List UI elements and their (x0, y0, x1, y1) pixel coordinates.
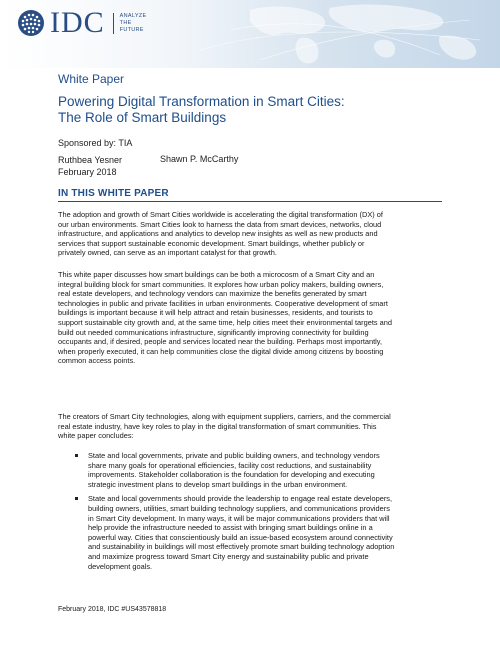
text-line: real estate developers, and technology vendors can maximize the benefits generated by smart (58, 289, 367, 299)
text-line: State and local governments should provide the leadership to engage real estate developers, (88, 494, 393, 504)
text-line: services that support sustainable economic development. Smart buildings, whether publicly or (58, 238, 365, 248)
text-line: privately owned, can serve as an important catalyst for that growth. (58, 248, 277, 258)
author-block (58, 154, 122, 178)
text-line: common access points. (58, 356, 136, 366)
title-line: Powering Digital Transformation in Smart Cities: (58, 94, 345, 109)
bullet-list (58, 451, 442, 576)
text-line: technologies in public and private facilities in urban environments. Cooperative development of smart (58, 298, 388, 308)
tagline-line: ANALYZE (119, 12, 147, 19)
paragraph (58, 210, 442, 258)
text-line: integral building block for smart communities. It explores how urban policy makers, building owners, (58, 279, 384, 289)
text-line: The adoption and growth of Smart Cities worldwide is accelerating the digital transformation (DX) of (58, 210, 383, 219)
text-line: help provide the infrastructure needed to assist with bringing smart buildings online in a (88, 523, 373, 533)
text-line: development goals. (88, 561, 153, 571)
text-line: strategic investment plans to develop smart buildings in the urban environment. (88, 479, 348, 489)
paragraph (58, 270, 442, 366)
bullet-marker-icon (75, 454, 78, 457)
publish-date: February 2018 (58, 167, 117, 177)
paragraph (58, 412, 442, 441)
text-line: when properly executed, it can help communities close the digital divide among citizens by boosting (58, 346, 384, 356)
text-line: powerful way. Cities that conscientiously build an issue-based ecosystem around connectivity (88, 532, 393, 542)
title-line: The Role of Smart Buildings (58, 110, 227, 125)
text-line: improvements. Stakeholder collaboration is the foundation for developing and executing (88, 470, 375, 480)
header-banner (0, 0, 500, 68)
text-line: This white paper discusses how smart buildings can be both a microcosm of a Smart City and an (58, 270, 375, 279)
page-title (58, 94, 458, 126)
section-heading: IN THIS WHITE PAPER (58, 188, 169, 199)
text-line: The creators of Smart City technologies, along with equipment suppliers, carriers, and the commercial (58, 412, 391, 421)
author-name: Ruthbea Yesner (58, 155, 123, 165)
text-line: infrastructure, and applications and analytics to develop new insights as well as new products and (58, 229, 378, 239)
text-line: and maximize progress toward Smart City energy and sustainability public and private (88, 551, 369, 561)
page-footer: February 2018, IDC #US43578818 (58, 606, 167, 613)
logo-tagline (113, 13, 147, 34)
sponsor-line: Sponsored by: TIA (58, 138, 133, 148)
text-line: State and local governments, private and public building owners, and technology vendors (88, 451, 380, 460)
bullet-marker-icon (75, 497, 78, 500)
idc-logo (16, 8, 146, 38)
section-divider (58, 201, 442, 202)
globe-icon (16, 8, 46, 38)
text-line: real estate industry, have key roles to play in the digital transformation of smart communities. This (58, 421, 377, 431)
text-line: building owners, utilities, smart building technology suppliers, and communications providers (88, 503, 390, 513)
text-line: our urban environments. Smart Cities look to harness the data from smart devices, networks, cloud (58, 219, 382, 229)
text-line: and sustainability in buildings will most effectively promote smart building technology adoption (88, 542, 395, 552)
text-line: buildings is important because it will help attract and retain businesses, residents, and tourists to (58, 308, 373, 318)
text-line: support sustainable city growth and, at the same time, help cities meet their environmental targets and (58, 317, 392, 327)
text-line: share many goals for operational efficiencies, facility cost reductions, and sustainability (88, 460, 372, 470)
list-item (58, 494, 442, 571)
text-line: in Smart City development. In many ways, it will be major communications providers that will (88, 513, 390, 523)
author-name: Shawn P. McCarthy (160, 154, 239, 164)
text-line: occupants and, if desired, people and services located near the building. Perhaps most importantly, (58, 337, 383, 347)
tagline-line: THE (119, 19, 132, 26)
tagline-line: FUTURE (119, 26, 144, 33)
document-type: White Paper (58, 72, 125, 86)
text-line: build out needed communications infrastructure, significantly improving connectivity for building (58, 327, 369, 337)
list-item (58, 451, 442, 489)
logo-wordmark: IDC (50, 6, 105, 39)
text-line: white paper concludes: (58, 431, 134, 441)
